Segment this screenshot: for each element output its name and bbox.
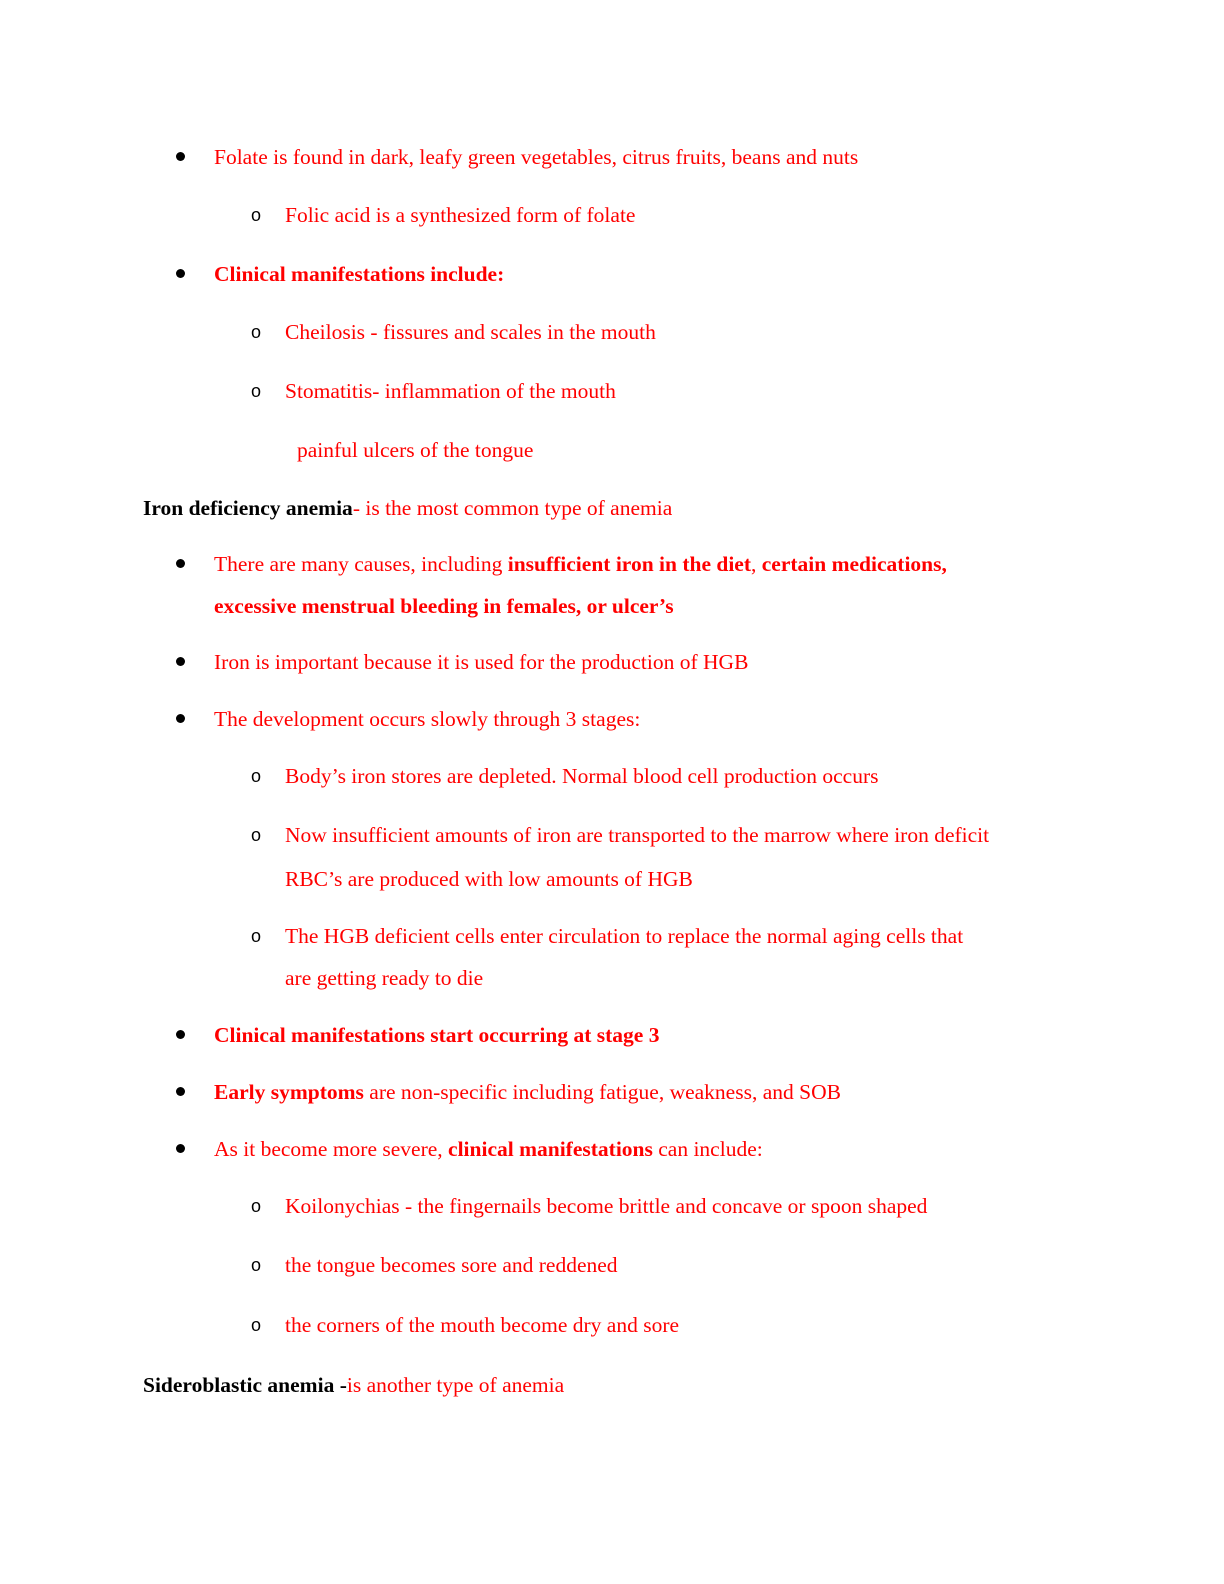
- sub-bullet-circle: o: [251, 1255, 262, 1275]
- sub-bullet-circle: o: [251, 205, 262, 225]
- bullet-dot: [176, 657, 185, 666]
- mouth-corners-item: the corners of the mouth become dry and sore: [285, 1313, 680, 1337]
- cause-medications: certain medications,: [761, 552, 947, 576]
- sideroblastic-heading: [143, 1372, 564, 1398]
- severe-bold: clinical manifestations: [448, 1137, 653, 1161]
- clinical-stage3: Clinical manifestations start occurring at stage 3: [214, 1023, 660, 1047]
- bullet-dot: [176, 1030, 185, 1039]
- severe-rest: can include:: [652, 1137, 763, 1161]
- early-symptoms-bold: Early symptoms: [214, 1080, 364, 1104]
- koilonychias-item: Koilonychias - the fingernails become brittle and concave or spoon shaped: [285, 1194, 928, 1218]
- painful-ulcers-item: painful ulcers of the tongue: [297, 438, 534, 462]
- cheilosis-item: Cheilosis - fissures and scales in the mouth: [285, 320, 656, 344]
- bullet-dot: [176, 269, 185, 278]
- iron-heading-bold: Iron deficiency anemia: [143, 496, 353, 520]
- iron-deficiency-heading: [143, 495, 672, 521]
- iron-heading-rest: - is the most common type of anemia: [352, 496, 673, 520]
- severe-intro: As it become more severe,: [214, 1137, 449, 1161]
- folate-clinical-header: Clinical manifestations include:: [214, 262, 505, 286]
- sub-bullet-circle: o: [251, 1196, 262, 1216]
- causes-separator: ,: [751, 552, 762, 576]
- bullet-dot: [176, 714, 185, 723]
- sub-bullet-circle: o: [251, 381, 262, 401]
- iron-causes-line1: [214, 551, 947, 577]
- stage-3-line2: are getting ready to die: [285, 966, 484, 990]
- bullet-dot: [176, 559, 185, 568]
- bullet-dot: [176, 1087, 185, 1096]
- tongue-item: the tongue becomes sore and reddened: [285, 1253, 618, 1277]
- bullet-dot: [176, 1144, 185, 1153]
- folate-sources: Folate is found in dark, leafy green vegetables, citrus fruits, beans and nuts: [214, 145, 859, 169]
- stage-2-line2: RBC’s are produced with low amounts of HGB: [285, 867, 693, 891]
- iron-development: The development occurs slowly through 3 stages:: [214, 707, 641, 731]
- causes-intro: There are many causes, including: [214, 552, 508, 576]
- folic-acid-note: Folic acid is a synthesized form of folate: [285, 203, 636, 227]
- iron-importance: Iron is important because it is used for the production of HGB: [214, 650, 749, 674]
- sub-bullet-circle: o: [251, 825, 262, 845]
- iron-causes-line2: excessive menstrual bleeding in females, or ulcer’s: [214, 594, 674, 618]
- sideroblastic-heading-rest: is another type of anemia: [346, 1373, 565, 1397]
- bullet-dot: [176, 152, 185, 161]
- severe-manifestations: [214, 1136, 763, 1162]
- sub-bullet-circle: o: [251, 1315, 262, 1335]
- sideroblastic-heading-bold: Sideroblastic anemia -: [143, 1373, 347, 1397]
- stage-1-item: Body’s iron stores are depleted. Normal blood cell production occurs: [285, 764, 879, 788]
- cause-diet: insufficient iron in the diet: [507, 552, 752, 576]
- early-symptoms: [214, 1079, 841, 1105]
- stomatitis-item: Stomatitis- inflammation of the mouth: [285, 379, 616, 403]
- sub-bullet-circle: o: [251, 766, 262, 786]
- early-symptoms-rest: are non-specific including fatigue, weakness, and SOB: [363, 1080, 841, 1104]
- stage-3-line1: The HGB deficient cells enter circulation to replace the normal aging cells that: [285, 924, 964, 948]
- stage-2-line1: Now insufficient amounts of iron are transported to the marrow where iron deficit: [285, 823, 990, 847]
- sub-bullet-circle: o: [251, 926, 262, 946]
- sub-bullet-circle: o: [251, 322, 262, 342]
